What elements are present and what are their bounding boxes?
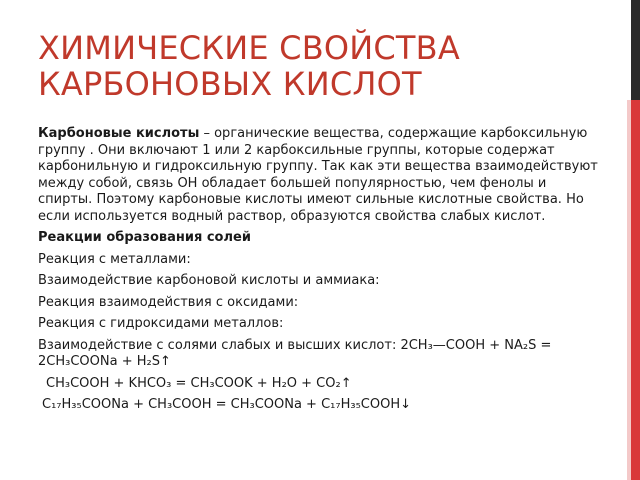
reaction-salts: [38, 338, 603, 371]
reaction-hydroxides: Реакция с гидроксидами металлов:: [38, 316, 284, 331]
formula-na2s: 2CH₃—COOH + NA₂S = 2CH₃COONa + H₂S↑: [38, 337, 552, 369]
slide-title: [38, 30, 598, 102]
slide-body: [38, 126, 603, 419]
reaction-oxides: Реакция взаимодействия с оксидами:: [38, 294, 299, 310]
reaction-ammonia: Взаимодействие карбоновой кислоты и аммиака:: [38, 273, 380, 288]
intro-text: – органические вещества, содержащие карбоксильную группу . Они включают 1 или 2 карбоксильные группы, которые содержат карбонильную и гидроксильную группу. Так как эти вещества взаимодействуют между собой, связь ОН обладает большей популярностью, чем фенолы и спирты. Поэтому карбоновые кислоты имеют сильные кислотные свойства. Но если используется водный раствор, образуются свойства слабых кислот.: [38, 126, 598, 224]
reaction-salts-label: Взаимодействие с солями слабых и высших кислот:: [38, 337, 401, 353]
slide-title-line-1: ХИМИЧЕСКИЕ СВОЙСТВА: [38, 29, 460, 67]
reaction-metals: Реакция с металлами:: [38, 251, 191, 267]
intro-term: Карбоновые кислоты: [38, 126, 200, 141]
formula-khco3: CH₃COOH + KHCO₃ = CH₃COOK + H₂O + CO₂↑: [46, 375, 352, 391]
intro-paragraph: [38, 126, 603, 225]
decorative-stripe-red: [631, 100, 640, 480]
salts-heading: Реакции образования солей: [38, 230, 251, 245]
formula-stearate: C₁₇H₃₅COONa + CH₃COOH = CH₃COONa + C₁₇H₃₅COOH↓: [42, 397, 411, 412]
slide-title-line-2: КАРБОНОВЫХ КИСЛОТ: [38, 65, 422, 103]
decorative-stripe-dark: [631, 0, 640, 100]
